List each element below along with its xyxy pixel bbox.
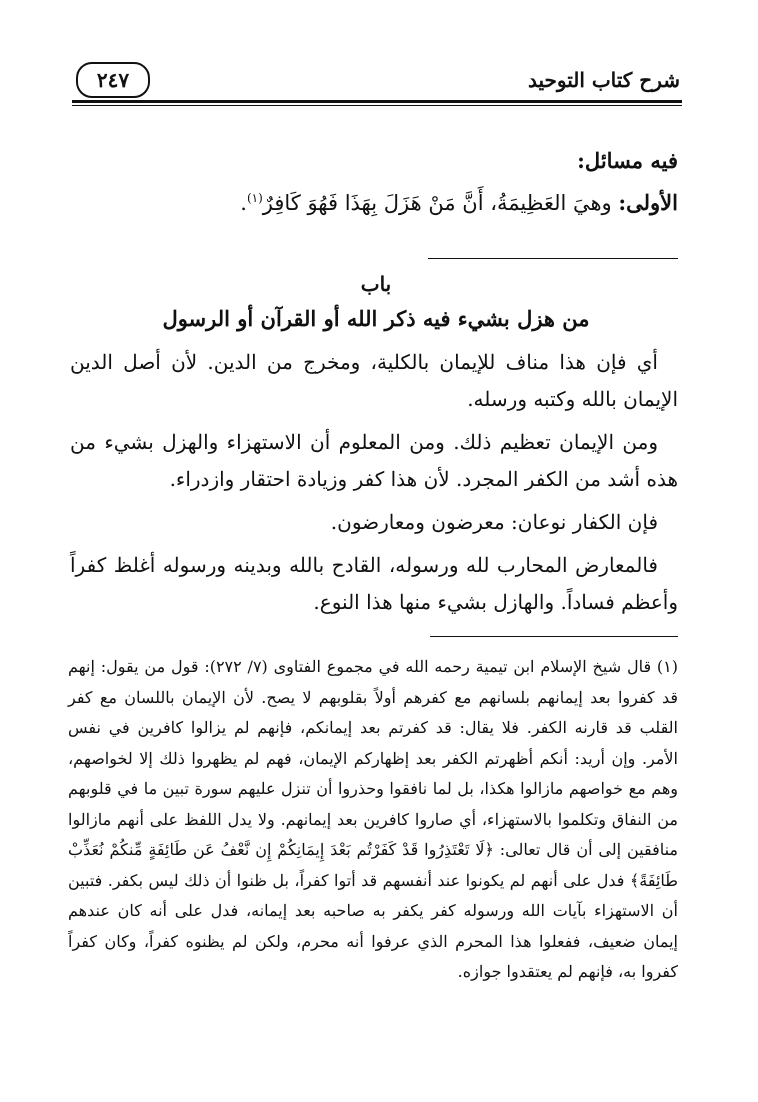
page-number: ٢٤٧ (76, 62, 150, 98)
footnote (68, 652, 678, 988)
first-issue-text: وهيَ العَظِيمَةُ، أَنَّ مَنْ هَزَلَ بِهَذَا فَهُوَ كَافِرٌ (262, 191, 612, 215)
running-title: شرح كتاب التوحيد (527, 68, 680, 92)
chapter-title: من هزل بشيء فيه ذكر الله أو القرآن أو الرسول (162, 306, 590, 331)
footnote-text: (١) قال شيخ الإسلام ابن تيمية رحمه الله في مجموع الفتاوى (٧/ ٢٧٢): قول من يقول: إنهم قد كفروا بعد إيمانهم بلسانهم مع كفرهم أولاً بقلوبهم لا يصح. لأن الإيمان باللسان مع كفر القلب قد قارنه الكفر. فلا يقال: قد كفرتم بعد إيمانكم، فإنهم لم يزالوا كافرين في نفس الأمر. وإن أريد: أنكم أظهرتم الكفر بعد إظهاركم الإيمان، فهم لم يظهروا ذلك إلا لخواصهم، وهم مع خواصهم مازالوا هكذا، بل لما نافقوا وحذروا أن تنزل عليهم سورة تبين ما في قلوبهم من النفاق وتكلموا بالاستهزاء، أي صاروا كافرين بعد إيمانهم. ولا يدل اللفظ على أنهم مازالوا منافقين إلى أن قال تعالى: ﴿لَا تَعْتَذِرُوا قَدْ كَفَرْتُم بَعْدَ إِيمَانِكُمْ إِن نَّعْفُ عَن طَائِفَةٍ مِّنكُمْ نُعَذِّبْ طَائِفَةً﴾ فدل على أنهم لم يكونوا عند أنفسهم قد أتوا كفراً، بل ظنوا أن ذلك ليس بكفر. فتبين أن الاستهزاء بآيات الله ورسوله كفر يكفر به صاحبه بعد إيمانه، فدل على أنه كان عندهم إيمان ضعيف، ففعلوا هذا المحرم الذي عرفوا أنه محرم، ولكن لم يظنوه كفراً، وكان كفراً كفروا به، فإنهم لم يعتقدوا جوازه. (68, 657, 679, 981)
body-paragraph: فالمعارض المحارب لله ورسوله، القادح بالله وبدينه ورسوله أغلظ كفراً وأعظم فساداً. والهازل بشيء منها هذا النوع. (70, 553, 678, 614)
chapter-label: باب (360, 272, 392, 296)
first-issue-label: الأولى: (618, 190, 678, 215)
footnote-marker: (١) (246, 191, 263, 205)
footnote-divider (430, 636, 678, 637)
first-issue (70, 190, 678, 215)
section-divider (428, 258, 678, 259)
header-rule-thick (72, 100, 682, 103)
issues-title: فيه مسائل: (577, 148, 678, 173)
body-text (70, 344, 678, 627)
body-paragraph: ومن الإيمان تعظيم ذلك. ومن المعلوم أن الاستهزاء والهزل بشيء من هذه أشد من الكفر المجرد. لأن هذا كفر وزيادة احتقار وازدراء. (70, 430, 678, 491)
first-issue-end: . (240, 191, 247, 215)
header-rule-thin (72, 105, 682, 106)
body-paragraph: فإن الكفار نوعان: معرضون ومعارضون. (330, 510, 658, 534)
body-paragraph: أي فإن هذا مناف للإيمان بالكلية، ومخرج من الدين. لأن أصل الدين الإيمان بالله وكتبه ورسله. (70, 350, 678, 411)
